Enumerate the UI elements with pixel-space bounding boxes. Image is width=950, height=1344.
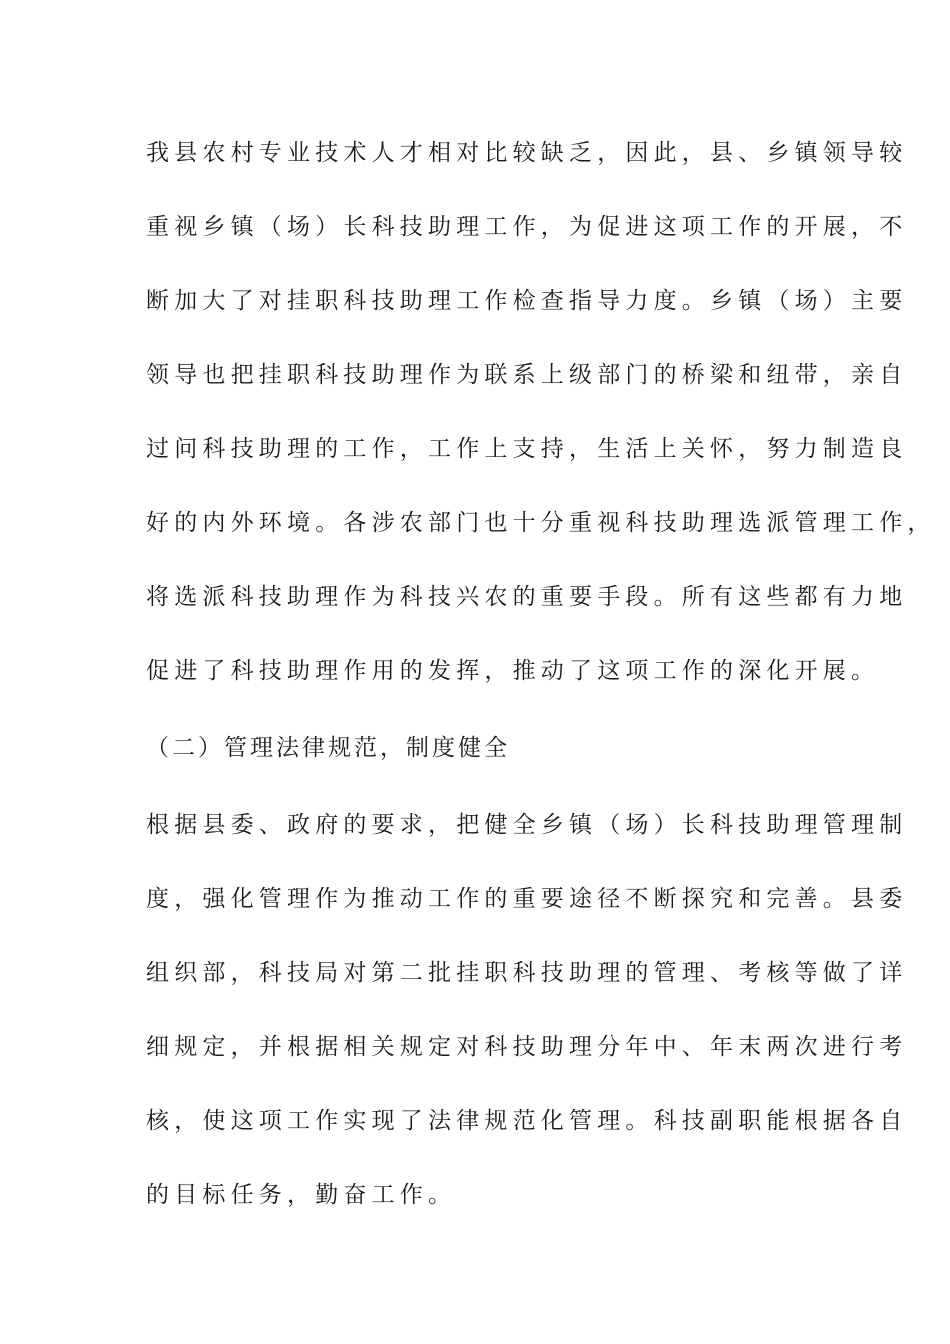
paragraph-1-line-2: 重视乡镇（场）长科技助理工作，为促进这项工作的开展，不 xyxy=(146,214,908,240)
paragraph-1-line-7: 将选派科技助理作为科技兴农的重要手段。所有这些都有力地 xyxy=(146,584,908,610)
paragraph-2-line-6: 的目标任务，勤奋工作。 xyxy=(146,1182,457,1208)
paragraph-1-line-1: 我县农村专业技术人才相对比较缺乏，因此，县、乡镇领导较 xyxy=(146,140,908,166)
paragraph-1-line-4: 领导也把挂职科技助理作为联系上级部门的桥梁和纽带，亲自 xyxy=(146,362,908,388)
paragraph-2-line-1: 根据县委、政府的要求，把健全乡镇（场）长科技助理管理制 xyxy=(146,812,908,838)
paragraph-2-line-5: 核，使这项工作实现了法律规范化管理。科技副职能根据各自 xyxy=(146,1108,908,1134)
paragraph-2-line-3: 组织部，科技局对第二批挂职科技助理的管理、考核等做了详 xyxy=(146,960,908,986)
paragraph-2-line-4: 细规定，并根据相关规定对科技助理分年中、年末两次进行考 xyxy=(146,1034,908,1060)
paragraph-1-line-8: 促进了科技助理作用的发挥，推动了这项工作的深化开展。 xyxy=(146,658,880,684)
paragraph-1-line-6: 好的内外环境。各涉农部门也十分重视科技助理选派管理工作， xyxy=(146,510,936,536)
paragraph-1-line-5: 过问科技助理的工作，工作上支持，生活上关怀，努力制造良 xyxy=(146,436,908,462)
paragraph-2-line-2: 度，强化管理作为推动工作的重要途径不断探究和完善。县委 xyxy=(146,886,908,912)
section-heading: （二）管理法律规范，制度健全 xyxy=(146,735,510,761)
paragraph-1-line-3: 断加大了对挂职科技助理工作检查指导力度。乡镇（场）主要 xyxy=(146,288,908,314)
